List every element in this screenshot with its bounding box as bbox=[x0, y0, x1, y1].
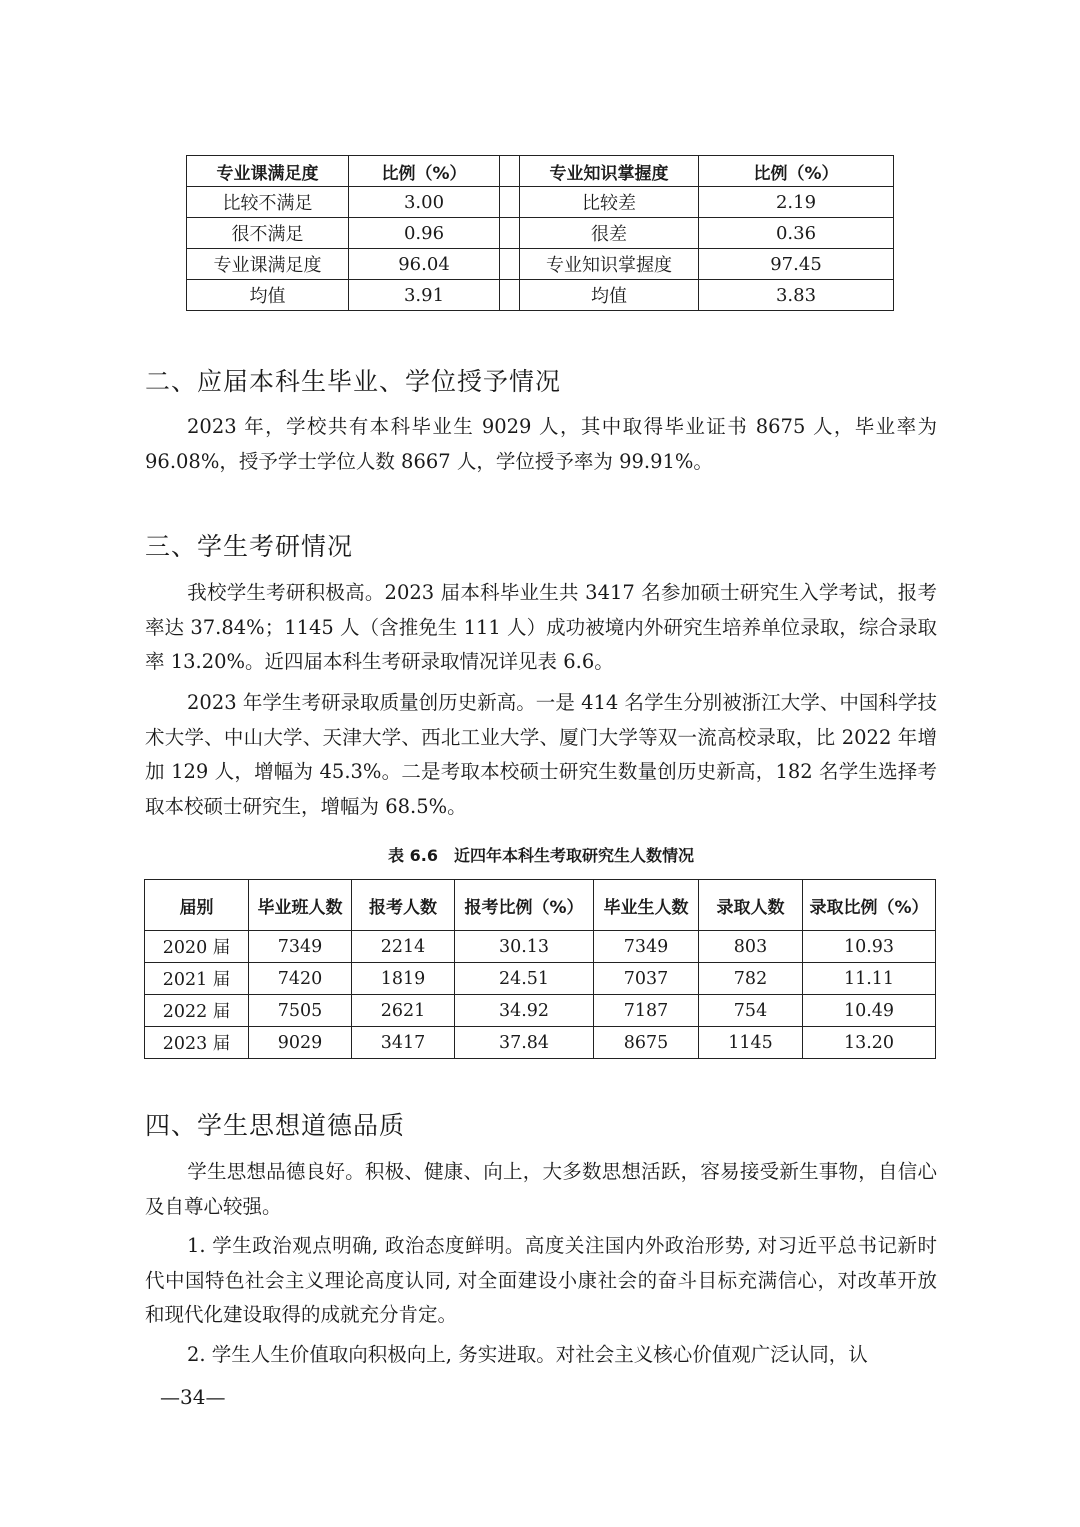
table-cell: 782 bbox=[699, 963, 803, 995]
table-cell: 很不满足 bbox=[187, 218, 349, 249]
header-cell: 录取人数 bbox=[699, 880, 803, 931]
header-cell: 毕业班人数 bbox=[249, 880, 352, 931]
paragraph-text: 我校学生考研积极高。2023 届本科毕业生共 3417 名参加硕士研究生入学考试，报考率达 37.84%；1145 人（含推免生 111 人）成功被境内外研究生培养单位录取，综合录取率 13.20%。近四届本科生考研录取情况详见表 6.6。 bbox=[145, 581, 937, 673]
table-row bbox=[187, 218, 894, 249]
table-cell: 10.49 bbox=[803, 995, 936, 1027]
paragraph-text: 2023 年，学校共有本科毕业生 9029 人，其中取得毕业证书 8675 人，毕业率为 96.08%，授予学士学位人数 8667 人，学位授予率为 99.91%。 bbox=[145, 415, 937, 473]
header-cell: 届别 bbox=[145, 880, 249, 931]
header-cell: 录取比例（%） bbox=[803, 880, 936, 931]
section-heading-moral-quality: 四、学生思想道德品质 bbox=[145, 1111, 406, 1140]
paragraph bbox=[145, 1229, 937, 1333]
table-cell: 1145 bbox=[699, 1027, 803, 1059]
table-cell: 0.96 bbox=[349, 218, 500, 249]
table-cell: 2020 届 bbox=[145, 931, 249, 963]
table-cell: 7420 bbox=[249, 963, 352, 995]
table-cell: 96.04 bbox=[349, 249, 500, 280]
table-header-row bbox=[187, 156, 894, 187]
paragraph bbox=[145, 576, 937, 680]
table-cell: 3.91 bbox=[349, 280, 500, 311]
table-cell: 专业知识掌握度 bbox=[520, 249, 699, 280]
gap-cell bbox=[500, 218, 520, 249]
table-cell: 13.20 bbox=[803, 1027, 936, 1059]
table-cell: 7505 bbox=[249, 995, 352, 1027]
table-cell: 7037 bbox=[594, 963, 699, 995]
table-cell: 3.00 bbox=[349, 187, 500, 218]
table-cell: 2022 届 bbox=[145, 995, 249, 1027]
paragraph bbox=[145, 1338, 937, 1373]
table-cell: 均值 bbox=[520, 280, 699, 311]
gap-cell bbox=[500, 280, 520, 311]
header-cell: 报考人数 bbox=[352, 880, 455, 931]
table-row bbox=[187, 187, 894, 218]
table-cell: 3417 bbox=[352, 1027, 455, 1059]
table-cell: 10.93 bbox=[803, 931, 936, 963]
table-cell: 2021 届 bbox=[145, 963, 249, 995]
table-cell: 7187 bbox=[594, 995, 699, 1027]
table-row bbox=[145, 995, 936, 1027]
satisfaction-table bbox=[186, 155, 894, 311]
table-cell: 803 bbox=[699, 931, 803, 963]
table-cell: 2023 届 bbox=[145, 1027, 249, 1059]
paragraph-text: 2023 年学生考研录取质量创历史新高。一是 414 名学生分别被浙江大学、中国科学技术大学、中山大学、天津大学、西北工业大学、厦门大学等双一流高校录取，比 2022 年增加 129 人，增幅为 45.3%。二是考取本校硕士研究生数量创历史新高，182 名学生选择考取本校硕士研究生，增幅为 68.5%。 bbox=[145, 691, 937, 818]
table-caption: 表 6.6 近四年本科生考取研究生人数情况 bbox=[388, 846, 694, 865]
table-cell: 97.45 bbox=[699, 249, 894, 280]
table-cell: 37.84 bbox=[455, 1027, 594, 1059]
table-row bbox=[145, 963, 936, 995]
table-cell: 7349 bbox=[594, 931, 699, 963]
table-row bbox=[187, 280, 894, 311]
table-cell: 754 bbox=[699, 995, 803, 1027]
table-row bbox=[145, 1027, 936, 1059]
table-cell: 8675 bbox=[594, 1027, 699, 1059]
table-cell: 1819 bbox=[352, 963, 455, 995]
header-cell: 比例（%） bbox=[349, 156, 500, 187]
paragraph-text: 学生思想品德良好。积极、健康、向上，大多数思想活跃，容易接受新生事物，自信心及自尊心较强。 bbox=[145, 1160, 937, 1218]
header-cell: 专业知识掌握度 bbox=[520, 156, 699, 187]
header-cell: 毕业生人数 bbox=[594, 880, 699, 931]
table-row bbox=[145, 931, 936, 963]
postgrad-admission-table bbox=[144, 879, 936, 1059]
header-cell: 专业课满足度 bbox=[187, 156, 349, 187]
table-cell: 3.83 bbox=[699, 280, 894, 311]
gap-cell bbox=[500, 187, 520, 218]
table-cell: 11.11 bbox=[803, 963, 936, 995]
table-cell: 7349 bbox=[249, 931, 352, 963]
table-cell: 0.36 bbox=[699, 218, 894, 249]
table-cell: 2.19 bbox=[699, 187, 894, 218]
table-cell: 专业课满足度 bbox=[187, 249, 349, 280]
paragraph bbox=[145, 410, 937, 479]
table-cell: 30.13 bbox=[455, 931, 594, 963]
header-cell: 比例（%） bbox=[699, 156, 894, 187]
header-cell: 报考比例（%） bbox=[455, 880, 594, 931]
gap-cell bbox=[500, 249, 520, 280]
table-cell: 2214 bbox=[352, 931, 455, 963]
section-heading-graduation: 二、应届本科生毕业、学位授予情况 bbox=[145, 367, 562, 396]
page-number: —34— bbox=[160, 1385, 226, 1409]
paragraph-text: 2. 学生人生价值取向积极向上, 务实进取。对社会主义核心价值观广泛认同，认 bbox=[187, 1343, 868, 1366]
paragraph bbox=[145, 686, 937, 824]
section-heading-postgrad-exam: 三、学生考研情况 bbox=[145, 532, 354, 561]
table-cell: 9029 bbox=[249, 1027, 352, 1059]
paragraph-text: 1. 学生政治观点明确, 政治态度鲜明。高度关注国内外政治形势, 对习近平总书记新时代中国特色社会主义理论高度认同, 对全面建设小康社会的奋斗目标充满信心，对改革开放和现代化建设取得的成就充分肯定。 bbox=[145, 1234, 937, 1326]
table-cell: 比较不满足 bbox=[187, 187, 349, 218]
table-cell: 24.51 bbox=[455, 963, 594, 995]
table-cell: 2621 bbox=[352, 995, 455, 1027]
table-header-row bbox=[145, 880, 936, 931]
table-cell: 比较差 bbox=[520, 187, 699, 218]
table-row bbox=[187, 249, 894, 280]
table-cell: 均值 bbox=[187, 280, 349, 311]
table-cell: 34.92 bbox=[455, 995, 594, 1027]
table-cell: 很差 bbox=[520, 218, 699, 249]
paragraph bbox=[145, 1155, 937, 1224]
gap-cell bbox=[500, 156, 520, 187]
